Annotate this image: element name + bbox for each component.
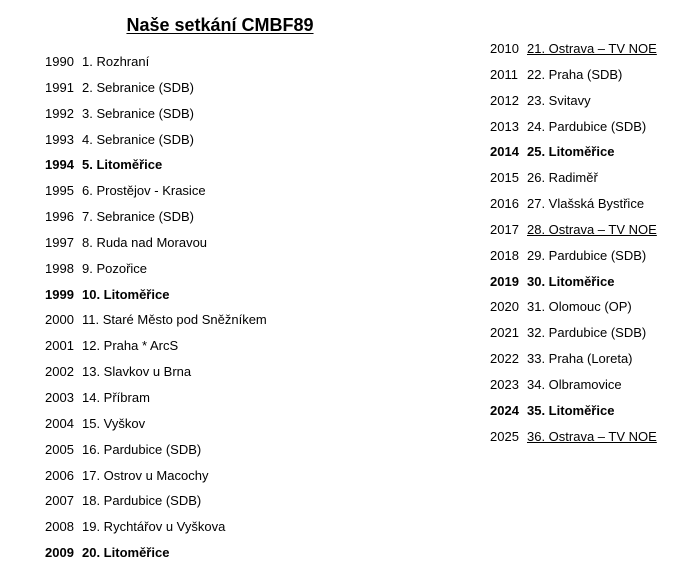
meeting-year: 1990 xyxy=(45,54,74,69)
meeting-year: 2025 xyxy=(490,428,519,444)
meeting-year: 2006 xyxy=(45,467,74,483)
meeting-row xyxy=(45,156,267,182)
meeting-row xyxy=(45,53,267,79)
meeting-place: 19. Rychtářov u Vyškova xyxy=(82,519,226,535)
meeting-row xyxy=(45,467,267,493)
meeting-year: 2009 xyxy=(45,545,74,561)
meeting-year: 2019 xyxy=(490,273,519,289)
meeting-place: 27. Vlašská Bystřice xyxy=(527,196,645,212)
meeting-place: 30. Litoměřice xyxy=(527,273,615,289)
meeting-year: 2017 xyxy=(490,221,519,237)
meeting-row xyxy=(490,118,657,144)
meeting-place: 12. Praha * ArcS xyxy=(82,338,179,354)
meeting-year: 2012 xyxy=(490,92,519,108)
meeting-year: 2008 xyxy=(45,519,74,535)
meeting-place: 1. Rozhraní xyxy=(82,54,150,69)
meeting-year: 2015 xyxy=(490,170,519,186)
meeting-year: 2011 xyxy=(490,66,518,82)
meeting-place: 21. Ostrava – TV NOE xyxy=(527,41,657,56)
meeting-row xyxy=(45,79,267,105)
meeting-place: 26. Radiměř xyxy=(527,170,598,186)
meeting-place: 10. Litoměřice xyxy=(82,286,170,302)
meeting-place: 4. Sebranice (SDB) xyxy=(82,131,194,147)
meeting-row xyxy=(45,544,267,570)
meeting-row xyxy=(490,298,657,324)
meeting-row xyxy=(45,389,267,415)
meeting-row xyxy=(45,131,267,157)
meeting-place: 2. Sebranice (SDB) xyxy=(82,79,194,95)
meeting-row xyxy=(45,415,267,441)
meeting-year: 2010 xyxy=(490,41,519,56)
meeting-year: 2014 xyxy=(490,144,519,160)
meeting-row xyxy=(45,286,267,312)
meeting-row xyxy=(490,376,657,402)
meeting-place: 15. Vyškov xyxy=(82,415,146,431)
meeting-place: 36. Ostrava – TV NOE xyxy=(527,428,657,444)
meeting-place: 14. Příbram xyxy=(82,389,150,405)
meetings-list-left xyxy=(45,53,267,570)
meeting-place: 18. Pardubice (SDB) xyxy=(82,493,202,509)
meeting-place: 24. Pardubice (SDB) xyxy=(527,118,647,134)
meeting-place: 9. Pozořice xyxy=(82,260,148,276)
meeting-year: 2004 xyxy=(45,415,74,431)
meeting-row xyxy=(45,492,267,518)
meeting-row xyxy=(490,350,657,376)
meeting-place: 8. Ruda nad Moravou xyxy=(82,234,208,250)
meeting-place: 31. Olomouc (OP) xyxy=(527,299,632,315)
meeting-place: 13. Slavkov u Brna xyxy=(82,364,192,380)
meeting-year: 1997 xyxy=(45,234,74,250)
meeting-row xyxy=(45,182,267,208)
meeting-row xyxy=(45,337,267,363)
meeting-place: 16. Pardubice (SDB) xyxy=(82,441,202,457)
meeting-place: 32. Pardubice (SDB) xyxy=(527,325,647,341)
meeting-row xyxy=(490,428,657,454)
meeting-place: 33. Praha (Loreta) xyxy=(527,351,633,367)
meeting-year: 2000 xyxy=(45,312,74,328)
meeting-row xyxy=(490,221,657,247)
meeting-year: 2021 xyxy=(490,325,519,341)
meeting-row xyxy=(490,402,657,428)
meeting-place: 34. Olbramovice xyxy=(527,376,622,392)
meeting-row xyxy=(45,441,267,467)
page-title: Naše setkání CMBF89 xyxy=(126,15,314,35)
meeting-row xyxy=(45,363,267,389)
meeting-year: 2018 xyxy=(490,247,519,263)
meeting-row xyxy=(490,169,657,195)
meeting-year: 2002 xyxy=(45,364,74,380)
meeting-row xyxy=(45,518,267,544)
meeting-place: 7. Sebranice (SDB) xyxy=(82,209,194,225)
meeting-year: 2007 xyxy=(45,493,74,509)
meeting-year: 2024 xyxy=(490,402,519,418)
meeting-year: 1995 xyxy=(45,183,74,199)
meeting-place: 3. Sebranice (SDB) xyxy=(82,105,194,121)
meeting-place: 25. Litoměřice xyxy=(527,144,615,160)
meeting-year: 2023 xyxy=(490,376,519,392)
meeting-row xyxy=(45,234,267,260)
meeting-year: 2020 xyxy=(490,299,519,315)
meeting-row xyxy=(45,105,267,131)
meeting-year: 1998 xyxy=(45,260,74,276)
meeting-row xyxy=(490,324,657,350)
meeting-place: 6. Prostějov - Krasice xyxy=(82,183,206,199)
meeting-year: 2022 xyxy=(490,351,519,367)
meeting-year: 1993 xyxy=(45,131,74,147)
meeting-row xyxy=(490,92,657,118)
meeting-year: 1999 xyxy=(45,286,74,302)
meeting-place: 20. Litoměřice xyxy=(82,545,170,561)
meeting-place: 28. Ostrava – TV NOE xyxy=(527,221,657,237)
meeting-place: 23. Svitavy xyxy=(527,92,591,108)
meeting-place: 22. Praha (SDB) xyxy=(527,66,623,82)
meeting-row xyxy=(490,66,657,92)
meeting-row xyxy=(490,195,657,221)
meeting-row xyxy=(45,208,267,234)
meeting-place: 29. Pardubice (SDB) xyxy=(527,247,647,263)
meeting-year: 2001 xyxy=(45,338,74,354)
meetings-list-right xyxy=(490,40,657,454)
meeting-row xyxy=(490,273,657,299)
meeting-place: 35. Litoměřice xyxy=(527,402,615,418)
meeting-year: 1996 xyxy=(45,209,74,225)
meeting-year: 2013 xyxy=(490,118,519,134)
meeting-row xyxy=(45,260,267,286)
meeting-year: 2005 xyxy=(45,441,74,457)
meeting-row xyxy=(490,40,657,66)
meeting-place: 17. Ostrov u Macochy xyxy=(82,467,209,483)
meeting-year: 2003 xyxy=(45,389,74,405)
meeting-year: 1994 xyxy=(45,157,74,173)
meeting-place: 11. Staré Město pod Sněžníkem xyxy=(82,312,267,328)
meeting-year: 1991 xyxy=(45,79,74,95)
meeting-row xyxy=(490,143,657,169)
meeting-year: 2016 xyxy=(490,196,519,212)
meeting-row xyxy=(490,247,657,273)
meeting-row xyxy=(45,311,267,337)
meeting-place: 5. Litoměřice xyxy=(82,157,163,173)
meeting-year: 1992 xyxy=(45,105,74,121)
